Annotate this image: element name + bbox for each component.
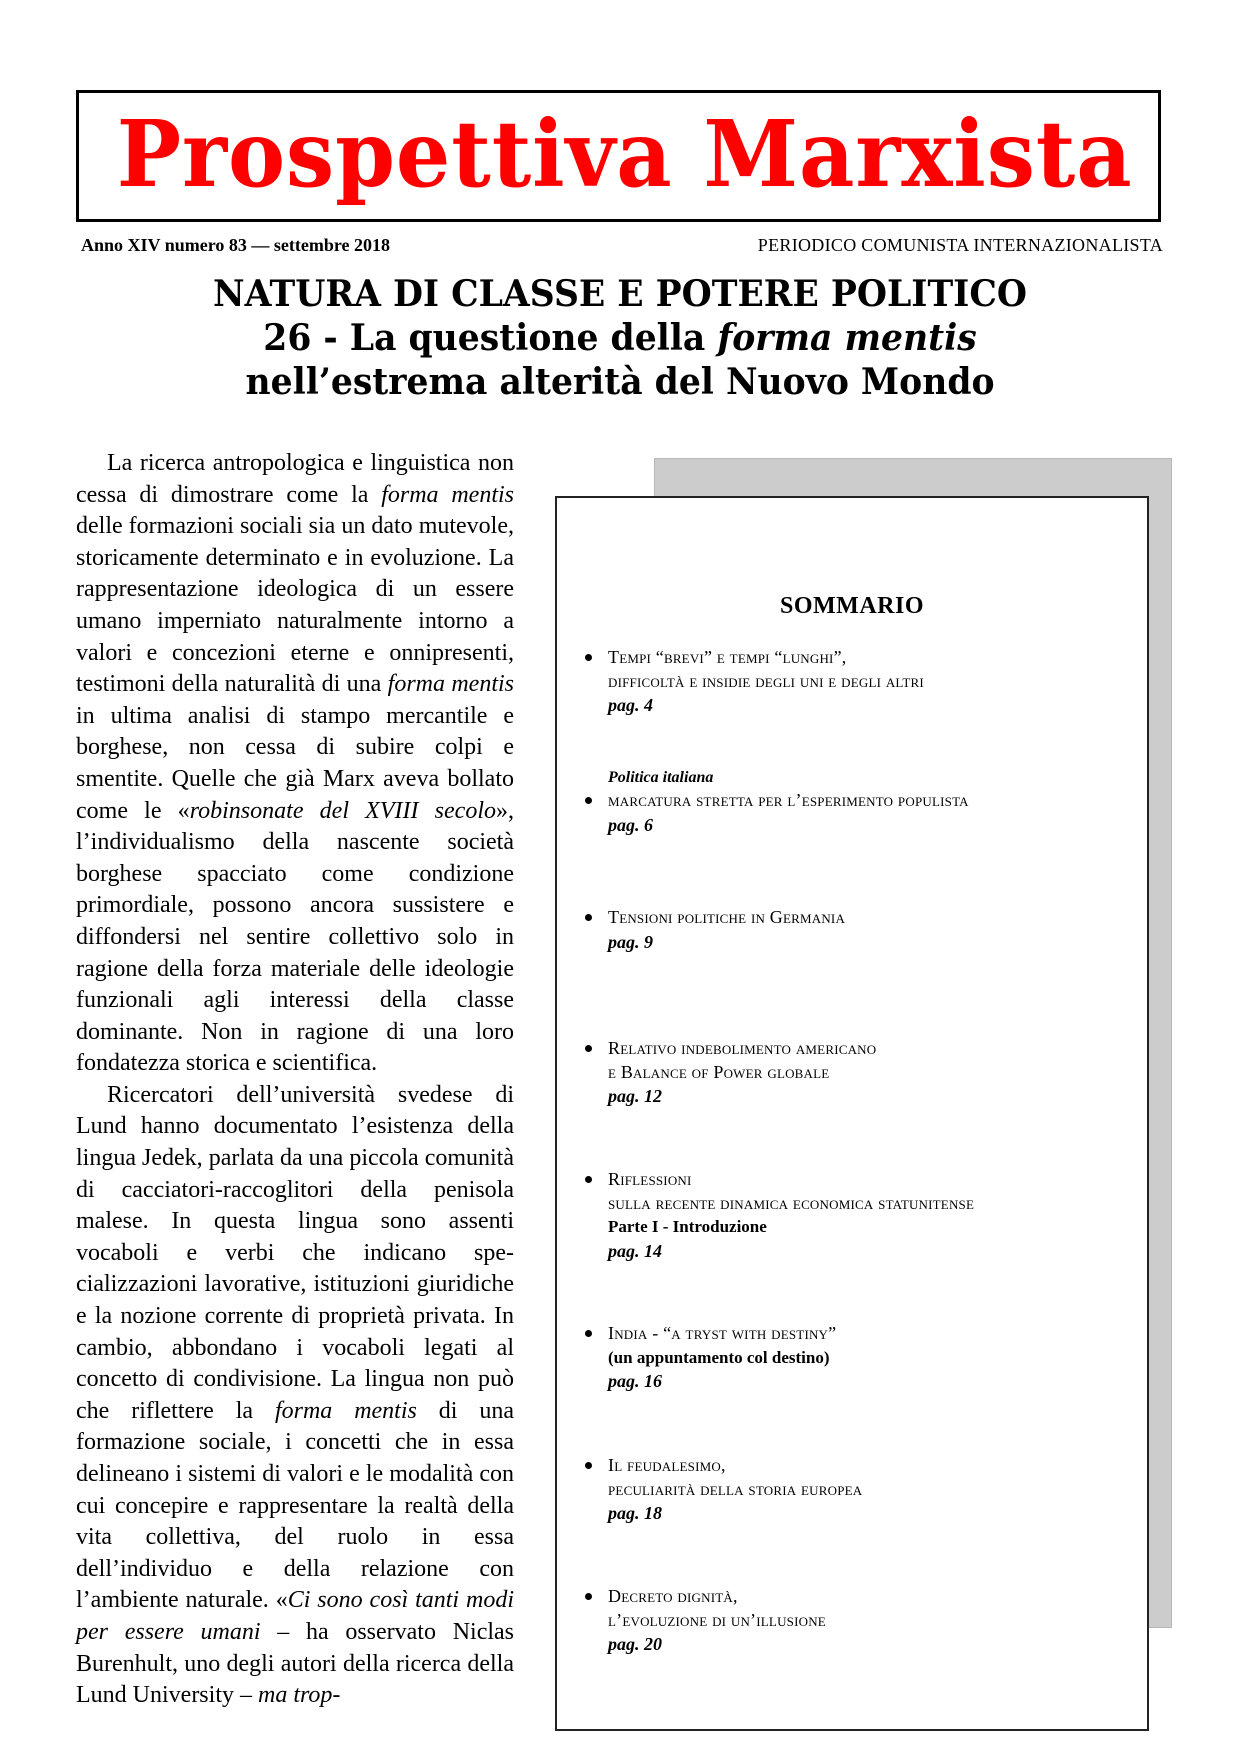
summary-item-title: marcatura stretta per l’esperimento populista [608,790,969,810]
summary-item-title: l’evoluzione di un’illusione [608,1609,826,1630]
summary-item-subtitle: (un appuntamento col destino) [608,1347,830,1367]
headline-line-2-italic: forma mentis [717,317,977,359]
bullet-icon [585,1045,592,1052]
text-run: Ricercatori dell’università svedese di Lund hanno documentato l’esistenza della lingua Jedek, parlata da una piccola comunità di cacciatori-raccoglitori della penisola malese. In questa lingua sono assenti vocaboli e verbi che indicano specializzazioni lavorative, istituzioni giuridiche e la nozione corrente di proprietà privata. In cambio, abbondano i vocaboli legati al concetto di condivisione. La lingua non può che riflettere la [76,1081,514,1424]
headline-line-2 [25,316,1215,360]
summary-box [555,496,1149,1731]
summary-item[interactable] [585,1168,1127,1263]
summary-item-title: Decreto dignità, [608,1586,738,1606]
masthead-box [76,90,1161,222]
text-run: di una formazione sociale, i concetti che in essa delineano i sistemi di valori e le modalità con cui concepire e rappresentare la realtà della vita collettiva, del ruolo in essa dell’individuo e della relazione con l’ambiente naturale. « [76,1397,514,1614]
summary-item-page: pag. 20 [608,1634,662,1654]
publication-tagline: PERIODICO COMUNISTA INTERNAZIONALISTA [757,235,1163,255]
article-body [76,448,514,1712]
text-run: in ultima analisi di stampo mercantile e borghese, non cessa di subire colpi e smentite. Quelle che già Marx aveva bollato come le « [76,702,514,824]
italic-run: forma mentis [274,1397,417,1424]
headline-line-2-text: 26 - La questione della [263,317,718,359]
summary-item-title: peculiarità della storia europea [608,1478,863,1499]
summary-item-page: pag. 18 [608,1503,662,1523]
bullet-icon [585,1176,592,1183]
summary-item-page: pag. 4 [608,695,653,715]
summary-item[interactable] [585,1322,1127,1393]
masthead-title: Prospettiva Marxista [116,100,1133,208]
text-run: La ricerca antropologica e linguistica non cessa di dimostrare come la [76,450,514,508]
summary-item-page: pag. 6 [608,814,653,835]
text-run: delle formazioni sociali sia un dato mutevole, storicamente determinato e in evoluzione. La rappresentazione ideologica di un essere umano imperniato naturalmente intorno a valori e concezioni eterne e onnipresenti, testimoni della naturalità di una [76,513,514,698]
italic-run: forma mentis [381,481,514,508]
summary-item-title: difficoltà e insidie degli uni e degli altri [608,670,924,691]
summary-item[interactable] [585,1585,1127,1656]
bullet-icon [585,797,592,804]
summary-item-subtitle: Parte I - Introduzione [608,1217,767,1236]
bullet-icon [585,1330,592,1337]
article-headline [0,272,1240,404]
article-paragraph-2 [76,1080,514,1712]
italic-run: robinsonate del XVIII secolo [189,797,496,824]
article-paragraph-1 [76,448,514,1080]
summary-item-title: sulla recente dinamica economica statunitense [608,1192,975,1213]
summary-item-page: pag. 12 [608,1086,662,1106]
summary-section-label: Politica italiana [608,769,714,786]
summary-item-title: Tensioni politiche in Germania [608,907,846,927]
summary-item-title: India - “a tryst with destiny” [608,1323,837,1343]
summary-item[interactable] [585,646,1127,717]
summary-title: SOMMARIO [780,593,924,619]
italic-run: Ci sono così tanti modi per essere umani [76,1587,515,1645]
headline-line-1: NATURA DI CLASSE E POTERE POLITICO [213,273,1027,315]
headline-line-3: nell’estrema alterità del Nuovo Mondo [245,361,995,403]
bullet-icon [585,914,592,921]
summary-item-title: Riflessioni [608,1169,692,1189]
summary-item-page: pag. 14 [608,1240,662,1261]
issue-info: Anno XIV numero 83 — settembre 2018 [81,235,390,255]
summary-item-title: Il feudalesimo, [608,1455,726,1475]
summary-item-page: pag. 16 [608,1371,662,1391]
italic-run: ma trop- [257,1682,341,1709]
summary-item[interactable] [585,1454,1127,1525]
summary-item[interactable] [585,906,1127,954]
text-run: », l’individualismo della nascente società borghese spacciato come condizione primordiale, possono ancora sussistere e diffondersi nel sentire collettivo solo in ragione della forza materiale delle ideologie funzionali agli interessi della classe dominante. Non in ragione di una loro fondatezza storica e scientifica. [76,797,514,1077]
summary-item-title: Relativo indebolimento americano [608,1038,877,1058]
summary-item-page: pag. 9 [608,931,653,952]
summary-item-title: e Balance of Power globale [608,1061,830,1082]
text-run: – ha osservato Niclas Burenhult, uno degli autori della ricerca della Lund University – [76,1618,514,1709]
bullet-icon [585,654,592,661]
summary-item-title: Tempi “brevi” e tempi “lunghi”, [608,647,847,667]
bullet-icon [585,1462,592,1469]
bullet-icon [585,1593,592,1600]
summary-item[interactable] [585,1037,1127,1108]
summary-item[interactable] [585,789,1127,837]
italic-run: forma mentis [387,671,515,698]
